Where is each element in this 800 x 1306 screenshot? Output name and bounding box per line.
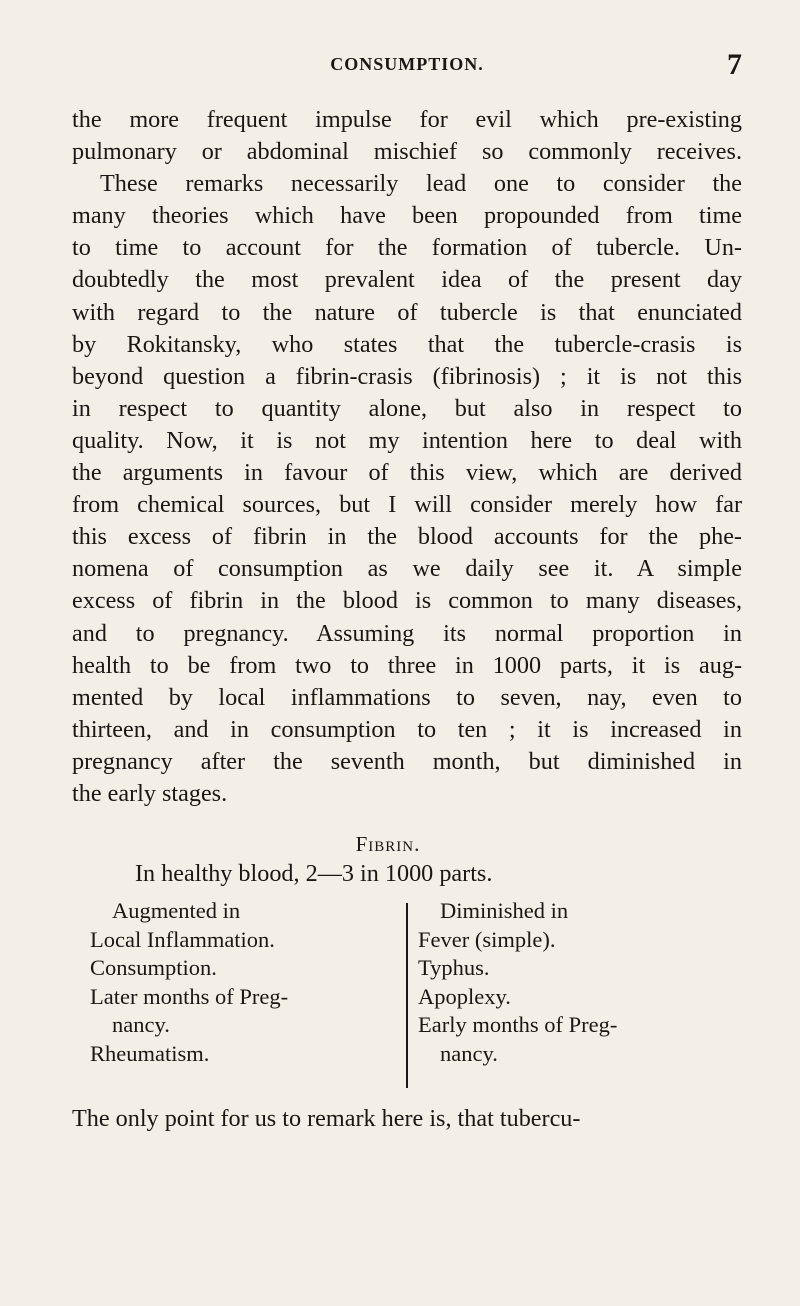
table-subtitle: In healthy blood, 2—3 in 1000 parts. [135,860,493,887]
augmented-column [90,897,390,1069]
text-line: and to pregnancy. Assuming its normal proportion in [72,619,742,647]
text-line: mented by local inflammations to seven, nay, even to [72,683,742,711]
text-line: this excess of fibrin in the blood accounts for the phe- [72,523,742,551]
diminished-item: Apoplexy. [418,983,511,1009]
augmented-item: nancy. [112,1012,170,1038]
text-line: pulmonary or abdominal mischief so commonly receives. [72,138,742,166]
diminished-item: Early months of Preg- [418,1012,618,1038]
text-line: the arguments in favour of this view, which are derived [72,459,742,487]
diminished-heading: Diminished in [440,898,569,923]
augmented-heading: Augmented in [112,898,241,923]
text-line: pregnancy after the seventh month, but diminished in [72,747,742,775]
text-line: from chemical sources, but I will consider merely how far [72,491,742,519]
text-line: quality. Now, it is not my intention here to deal with [72,426,742,454]
text-line: These remarks necessarily lead one to consider the [100,170,742,198]
text-line: the more frequent impulse for evil which pre-existing [72,106,742,133]
diminished-item: Typhus. [418,955,490,981]
text-line: many theories which have been propounded from time [72,202,742,230]
text-line: health to be from two to three in 1000 parts, it is aug- [72,651,742,679]
text-line: beyond question a fibrin-crasis (fibrinosis) ; it is not this [72,362,742,390]
augmented-item: Later months of Preg- [90,983,289,1009]
text-line: doubtedly the most prevalent idea of the present day [72,266,742,294]
text-line: thirteen, and in consumption to ten ; it is increased in [72,715,742,743]
augmented-item: Rheumatism. [90,1040,210,1066]
text-line: in respect to quantity alone, but also in respect to [72,394,742,422]
augmented-item: Consumption. [90,955,217,981]
diminished-column [418,897,748,1069]
body-paragraph [72,104,742,810]
text-line: nomena of consumption as we daily see it. A simple [72,555,742,583]
text-line: excess of fibrin in the blood is common to many diseases, [72,587,742,615]
text-line: to time to account for the formation of tubercle. Un- [72,234,742,262]
column-divider [406,903,408,1088]
running-title: CONSUMPTION. [330,54,484,74]
diminished-item: Fever (simple). [418,926,556,952]
text-line: with regard to the nature of tubercle is that enunciated [72,298,742,326]
page-number: 7 [727,48,742,81]
text-line: the early stages. [72,779,228,807]
table-title: Fibrin. [355,832,421,856]
augmented-item: Local Inflammation. [90,926,275,952]
running-head [72,48,742,84]
text-line: by Rokitansky, who states that the tubercle-crasis is [72,330,742,358]
diminished-item: nancy. [440,1040,498,1066]
closing-text-line: The only point for us to remark here is, that tubercu- [72,1105,581,1132]
